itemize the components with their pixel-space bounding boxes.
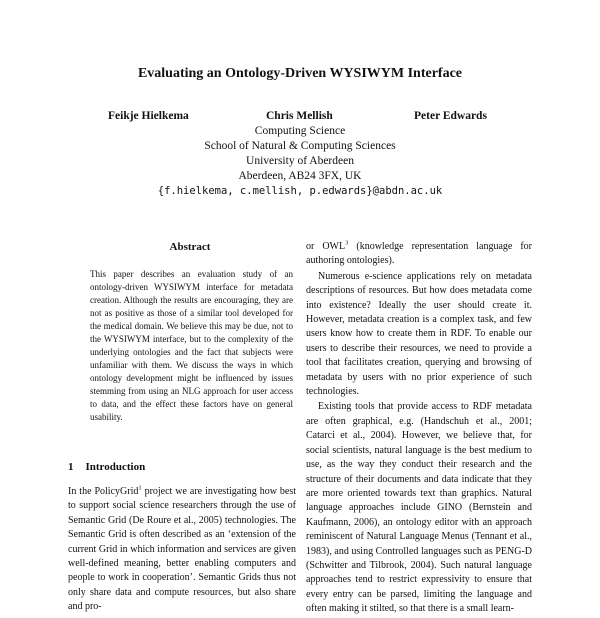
affiliation-department: Computing Science	[254, 125, 346, 137]
affiliation-school: School of Natural & Computing Sciences	[204, 140, 396, 152]
affiliation-university: University of Aberdeen	[246, 155, 354, 167]
introduction-paragraph	[68, 485, 296, 615]
author-name: Feikje Hielkema	[108, 110, 189, 122]
author-name: Chris Mellish	[266, 110, 333, 122]
metadata-paragraph: Numerous e-science applications rely on metadata descriptions of resources. But how does metadata come into existence? Ideally the user should create it. However, metadata creation is a complex task, and few users know how to create them in RDF. To enable our users to describe their resources, we need to provide a tool that facilitates creation, querying and browsing of metadata by users with no prior experience of such technologies.	[306, 270, 532, 398]
author-emails: {f.hielkema, c.mellish, p.edwards}@abdn.ac.uk	[157, 185, 443, 197]
owl-text: or OWL	[306, 241, 346, 252]
footnote-marker: 1	[138, 484, 142, 492]
intro-text-start: In the PolicyGrid	[68, 486, 139, 497]
section-title: Introduction	[85, 461, 146, 473]
section-number: 1	[68, 461, 74, 473]
right-column	[306, 240, 532, 618]
affiliation-block	[0, 124, 600, 199]
existing-tools-paragraph: Existing tools that provide access to RDF metadata are often graphical, e.g. (Handschuh et al., 2001; Catarci et al., 2004). However, we believe that, for social scientists, natural language is the best medium to use, as the way they conduct their research and the structure of their documents and data indicate that they are more oriented towards text than graphics. Natural language approaches include GINO (Bernstein and Kaufmann, 2006), an ontology editor with an approach reminiscent of Natural Language Menus (Tennant et al., 1983), and using Controlled languages such as PENG-D (Schwitter and Tilbrook, 2004). Such natural language approaches tend to restrict expressivity to ensure that every entry can be parsed, limiting the language and often making it stilted, so that there is a small learn-	[306, 401, 532, 615]
abstract-text: This paper describes an evaluation study of an ontology-driven WYSIWYM interface for metadata creation. Although the results are encouraging, they are not as positive as those of a similar tool developed for the medical domain. We believe this may be due, not to the WYSIWYM interface, but to the complexity of the underlying ontologies and the fact that subjects were unfamiliar with them. We discuss the ways in which ontology development might be influenced by issues stemming from using an NLG approach for user access to data, and the effect these factors have on general usability.	[90, 269, 293, 422]
intro-text-rest: project we are investigating how best to support social science researchers through the use of Semantic Grid (De Roure et al., 2005) technologies. The Semantic Grid is often described as an ‘extension of the current Grid in which information and services are given well-defined meaning, better enabling computers and people to work in cooperation’. Semantic Grids thus not only share data and compute resources, but also share and pro-	[68, 486, 296, 613]
author-name: Peter Edwards	[414, 110, 487, 122]
owl-description: (knowledge representation language for authoring ontologies).	[306, 241, 532, 267]
abstract-heading: Abstract	[169, 241, 211, 253]
footnote-marker: 3	[345, 239, 349, 247]
section-heading-introduction	[68, 461, 145, 473]
paper-title: Evaluating an Ontology-Driven WYSIWYM Interface	[137, 66, 463, 81]
continued-paragraph	[306, 240, 532, 269]
affiliation-address: Aberdeen, AB24 3FX, UK	[238, 170, 362, 182]
